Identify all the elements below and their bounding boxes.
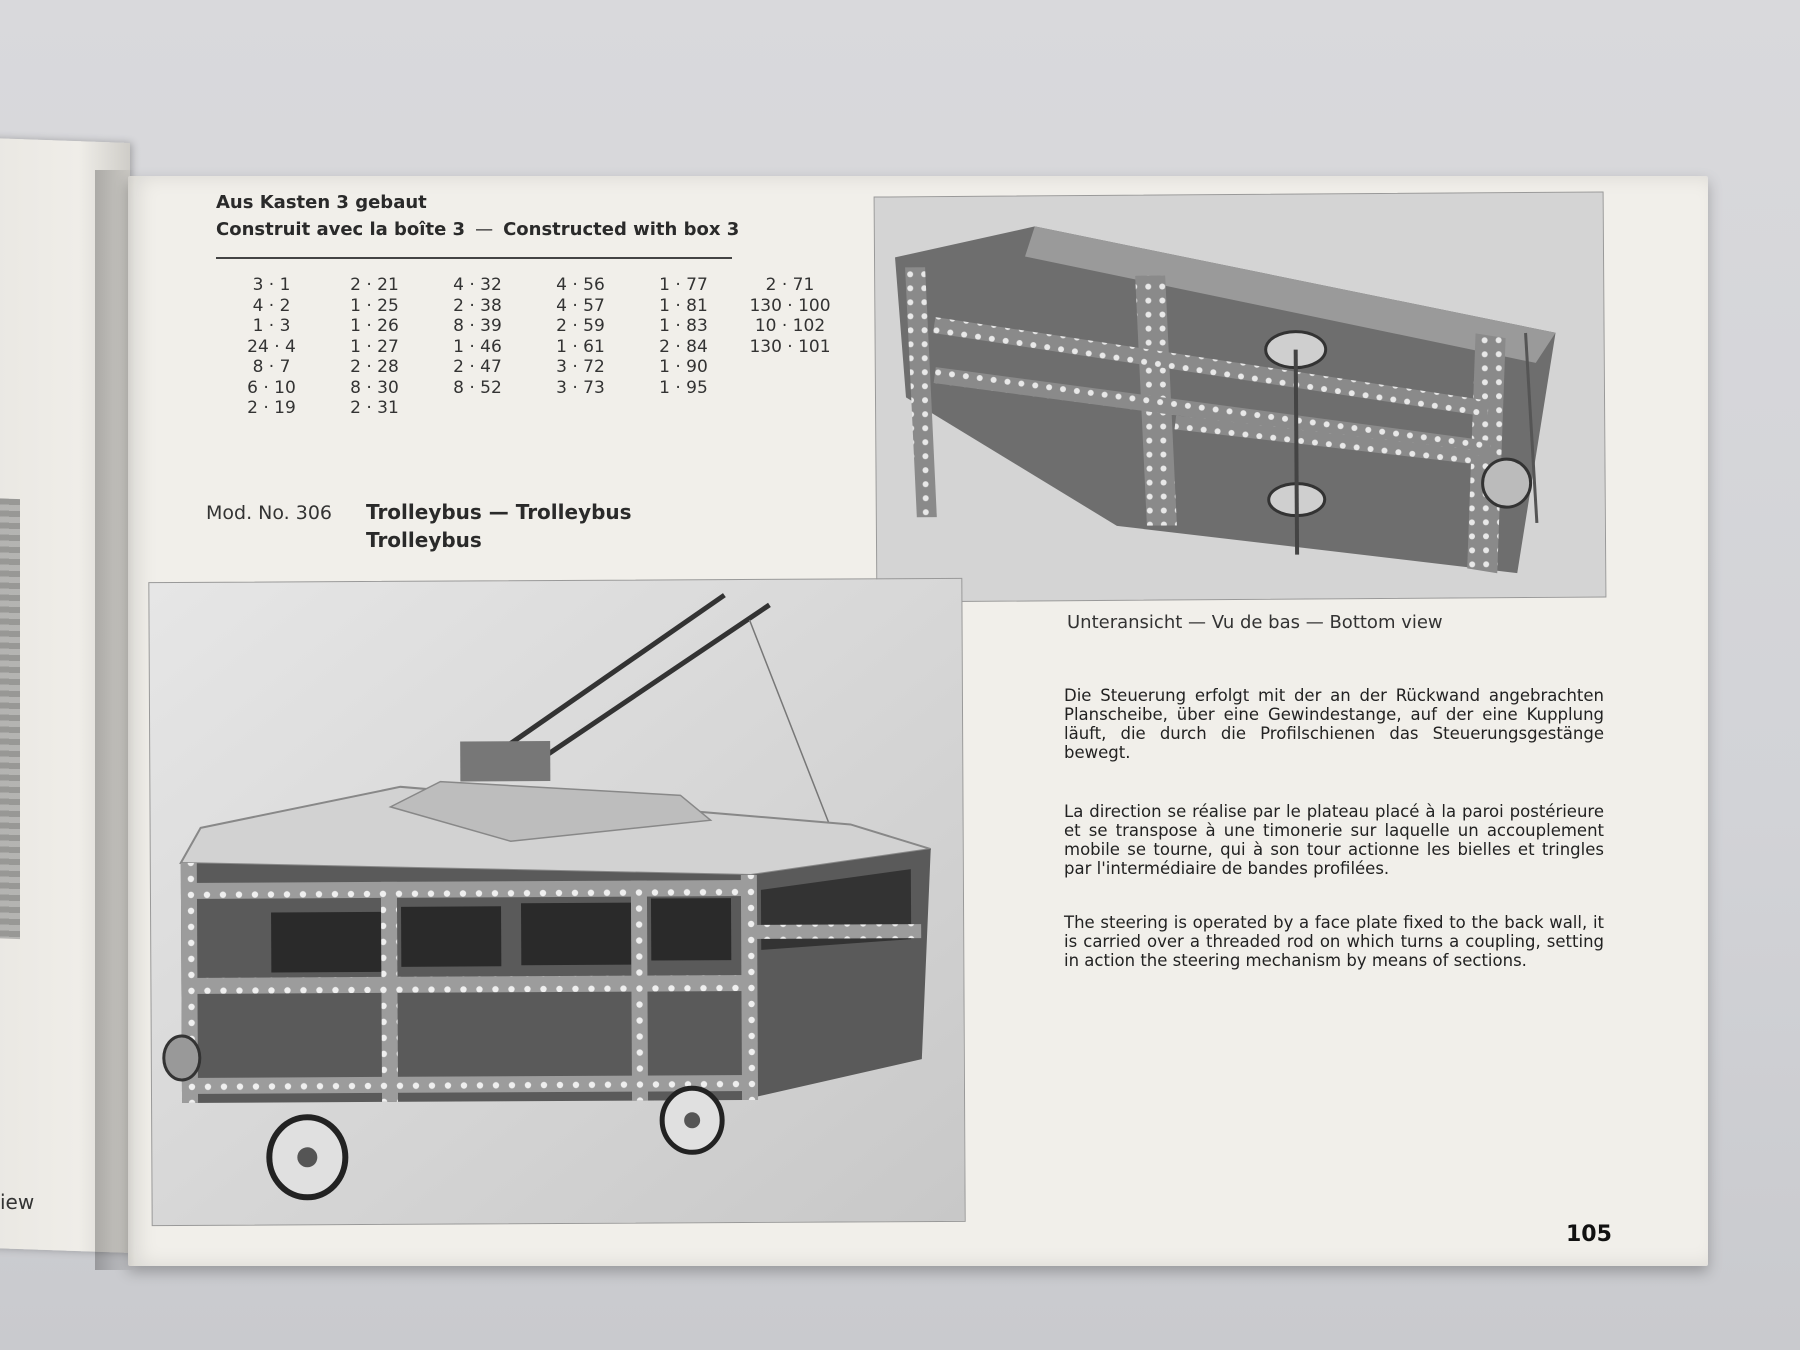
description-english: The steering is operated by a face plate fixed to the back wall, it is carried over a threaded rod on which turns a coupling, setting in action the steering mechanism by means of sections.	[1064, 913, 1604, 970]
part-entry: 4 · 32	[453, 275, 502, 295]
part-entry: 3 · 73	[556, 377, 605, 398]
header-fr-en	[216, 219, 739, 240]
part-entry: 2 · 19	[247, 398, 296, 418]
part-entry: 8 · 39	[453, 316, 502, 336]
part-entry: 4 · 2	[252, 295, 291, 316]
parts-list	[220, 275, 845, 419]
part-entry: 2 · 21	[350, 275, 399, 295]
parts-column-6	[735, 275, 845, 419]
part-entry: 130 · 101	[749, 336, 831, 357]
part-entry: 1 · 90	[659, 357, 708, 377]
part-entry: 1 · 26	[350, 316, 399, 336]
bottom-view-caption: Unteransicht — Vu de bas — Bottom view	[1067, 612, 1443, 633]
part-entry: 2 · 31	[350, 398, 399, 418]
parts-column-5	[632, 275, 735, 419]
trolleybus-photo	[148, 578, 965, 1226]
part-entry: 1 · 3	[252, 316, 291, 336]
part-entry: 4 · 57	[556, 295, 605, 316]
part-entry: 2 · 71	[765, 275, 815, 295]
part-entry: 2 · 84	[659, 336, 708, 357]
part-entry: 1 · 61	[556, 336, 605, 357]
model-title	[206, 500, 632, 552]
left-model-photo-fragment	[0, 497, 20, 939]
part-entry: 8 · 52	[453, 377, 502, 398]
header-rule	[216, 257, 732, 259]
part-entry: 2 · 47	[453, 357, 502, 377]
page-number: 105	[1566, 1222, 1612, 1247]
part-entry: 2 · 28	[350, 357, 399, 377]
model-number: Mod. No. 306	[206, 502, 333, 524]
part-entry: 130 · 100	[749, 295, 831, 316]
header-german: Aus Kasten 3 gebaut	[216, 192, 427, 213]
part-entry: 1 · 83	[659, 316, 708, 336]
header-english: Constructed with box 3	[503, 219, 740, 240]
part-entry: 3 · 1	[252, 275, 291, 295]
part-entry: 8 · 30	[350, 377, 399, 398]
parts-column-4	[529, 275, 632, 419]
part-entry: 2 · 38	[453, 295, 502, 316]
part-entry: 8 · 7	[252, 357, 291, 377]
description-french: La direction se réalise par le plateau placé à la paroi postérieure et se transpose à une timonerie sur laquelle un accouplement mobile se tourne, qui à son tour actionne les bielles et tringles par l'intermédiaire de bandes profilées.	[1064, 802, 1604, 878]
page-gutter-shadow	[95, 170, 135, 1270]
left-page-text-fragment: iew	[0, 1190, 35, 1214]
part-entry: 1 · 46	[453, 336, 502, 357]
part-entry: 2 · 59	[556, 316, 605, 336]
model-name-line2: Trolleybus	[366, 528, 482, 552]
part-entry: 10 · 102	[754, 316, 826, 336]
bottom-view-photo	[874, 191, 1607, 602]
parts-column-1	[220, 275, 323, 419]
part-entry: 3 · 72	[556, 357, 605, 377]
part-entry: 1 · 81	[659, 295, 708, 316]
part-entry: 4 · 56	[556, 275, 605, 295]
part-entry: 1 · 27	[350, 336, 399, 357]
part-entry: 1 · 25	[350, 295, 399, 316]
box-header	[216, 192, 739, 240]
model-name: Trolleybus — Trolleybus	[366, 500, 632, 524]
description-german: Die Steuerung erfolgt mit der an der Rückwand angebrachten Planscheibe, über eine Gewindestange, auf der eine Kupplung läuft, die durch die Profilschienen das Steuerungsgestänge bewegt.	[1064, 686, 1604, 762]
header-separator: —	[475, 219, 494, 240]
header-french: Construit avec la boîte 3	[216, 219, 466, 240]
part-entry: 1 · 95	[659, 377, 708, 398]
part-entry: 24 · 4	[247, 336, 296, 357]
parts-column-3	[426, 275, 529, 419]
part-entry: 1 · 77	[659, 275, 708, 295]
parts-column-2	[323, 275, 426, 419]
part-entry: 6 · 10	[247, 377, 296, 398]
